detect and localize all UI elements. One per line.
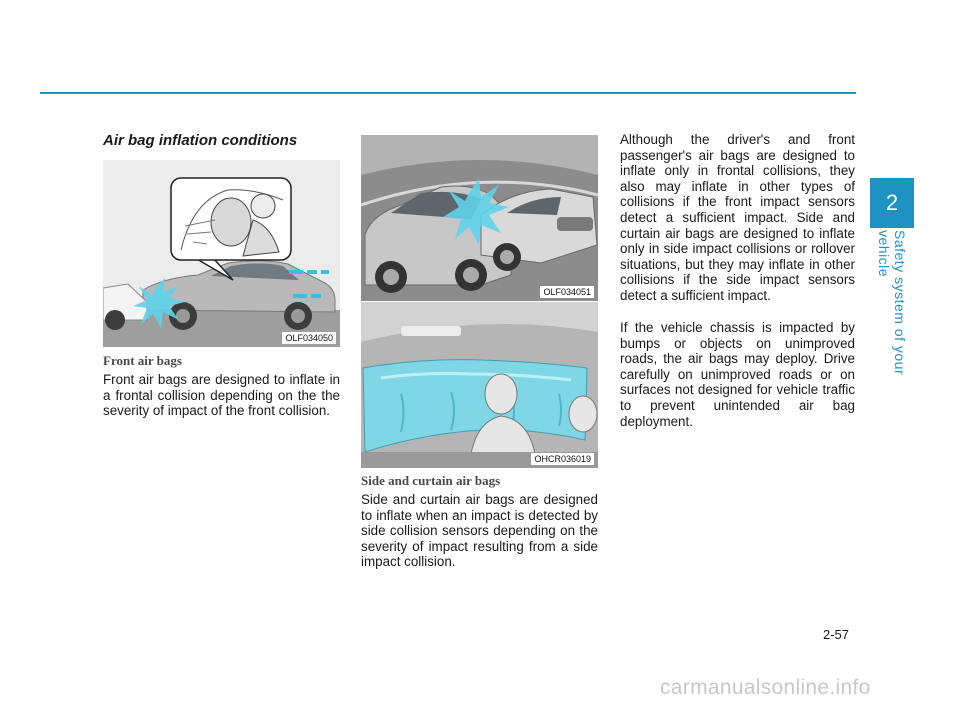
- right-column-paragraph-2: If the vehicle chassis is impacted by bumps or objects on unimproved roads, the air bags may deploy. Drive carefully on unimproved roads or on surfaces not designed for vehicle traffic to prevent unintended air bag deployment.: [620, 320, 855, 429]
- front-air-bags-text: Front air bags are designed to inflate in a frontal collision depending on the the severity of impact of the front collision.: [103, 372, 340, 419]
- curtain-airbag-illustration: [361, 302, 598, 468]
- side-airbag-figure: [361, 135, 598, 301]
- figure-code: OLF034051: [540, 286, 594, 298]
- curtain-airbag-figure: [361, 302, 598, 468]
- section-title: Air bag inflation conditions: [103, 132, 298, 149]
- chapter-number-tab[interactable]: 2: [870, 178, 914, 228]
- figure-code: OHCR036019: [531, 453, 594, 465]
- front-collision-illustration: [103, 160, 340, 347]
- chapter-title: Safety system of your vehicle: [876, 230, 908, 376]
- header-rule: [40, 92, 856, 94]
- right-column-paragraph-1: Although the driver's and front passenger's air bags are designed to inflate only in frontal collisions, they also may inflate in other types of collisions if the front impact sensors detect a sufficient impact. Side and curtain air bags are designed to inflate only in side impact collisions or rollover situations, but they may inflate in other collisions if the side impact sensors detect a sufficient impact.: [620, 132, 855, 303]
- page-number: 2-57: [823, 627, 850, 642]
- figure-code: OLF034050: [282, 332, 336, 344]
- front-air-bags-heading: Front air bags: [103, 353, 182, 368]
- side-curtain-air-bags-heading: Side and curtain air bags: [361, 473, 501, 488]
- side-collision-illustration: [361, 135, 598, 301]
- side-curtain-air-bags-text: Side and curtain air bags are designed to inflate when an impact is detected by side collision sensors depending on the severity of impact resulting from a side impact collision.: [361, 492, 598, 570]
- watermark-text: carmanualsonline.info: [660, 676, 871, 699]
- front-airbag-figure: [103, 160, 340, 347]
